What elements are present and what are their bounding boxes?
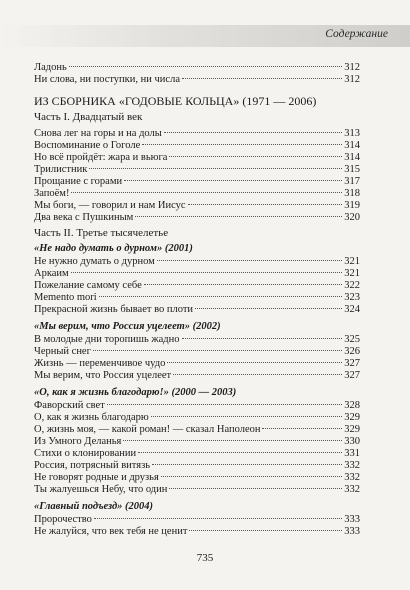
toc-entry-title: Пожелание самому себе bbox=[34, 280, 142, 291]
toc-entry-page: 332 bbox=[344, 460, 360, 471]
toc-entry-title: Ты жалуешься Небу, что один bbox=[34, 484, 168, 495]
toc-entry-title: О, как я жизнь благодарю bbox=[34, 412, 149, 423]
toc-entry bbox=[34, 436, 360, 448]
dot-leader bbox=[69, 66, 342, 67]
toc-entry-page: 321 bbox=[344, 256, 360, 267]
toc-entry bbox=[34, 128, 360, 140]
dot-leader bbox=[182, 338, 343, 339]
dot-leader bbox=[94, 518, 342, 519]
toc-entry bbox=[34, 268, 360, 280]
toc-entry-page: 318 bbox=[344, 188, 360, 199]
toc-entry-page: 313 bbox=[344, 128, 360, 139]
toc-entry-page: 312 bbox=[344, 62, 360, 73]
toc-entry-page: 325 bbox=[344, 334, 360, 345]
collection-title: «Мы верим, что Россия уцелеет» (2002) bbox=[34, 321, 221, 332]
toc-entry-title: Не жалуйся, что век тебя не ценит bbox=[34, 526, 188, 537]
toc-entry-title: О, жизнь моя, — какой роман! — сказал Наполеон bbox=[34, 424, 261, 435]
toc-entry bbox=[34, 164, 360, 176]
toc-entry-title: Трилистник bbox=[34, 164, 88, 175]
section-title: ИЗ СБОРНИКА «ГОДОВЫЕ КОЛЬЦА» (1971 — 2006) bbox=[34, 94, 317, 108]
dot-leader bbox=[71, 192, 342, 193]
dot-leader bbox=[135, 216, 342, 217]
toc-entry bbox=[34, 514, 360, 526]
part-1 bbox=[34, 110, 360, 224]
toc-entry bbox=[34, 280, 360, 292]
toc-entry-page: 327 bbox=[344, 358, 360, 369]
toc-entry-page: 317 bbox=[344, 176, 360, 187]
toc-entry bbox=[34, 400, 360, 412]
toc-entry bbox=[34, 334, 360, 346]
dot-leader bbox=[169, 156, 342, 157]
toc-entry-page: 328 bbox=[344, 400, 360, 411]
toc-entry bbox=[34, 358, 360, 370]
dot-leader bbox=[151, 416, 343, 417]
toc-entry-page: 327 bbox=[344, 370, 360, 381]
toc-entry-page: 332 bbox=[344, 472, 360, 483]
toc-entry-title: Снова лег на горы и на долы bbox=[34, 128, 162, 139]
toc-entry-title: Стихи о клонировании bbox=[34, 448, 137, 459]
toc-entry bbox=[34, 212, 360, 224]
dot-leader bbox=[142, 144, 342, 145]
dot-leader bbox=[169, 488, 342, 489]
toc-entry-title: Не говорят родные и друзья bbox=[34, 472, 159, 483]
dot-leader bbox=[167, 362, 342, 363]
toc-entry-page: 323 bbox=[344, 292, 360, 303]
part-title: Часть II. Третье тысячелетье bbox=[34, 227, 169, 239]
toc-entry bbox=[34, 460, 360, 472]
toc-entry-title: Из Умного Деланья bbox=[34, 436, 122, 447]
toc-entry-page: 319 bbox=[344, 200, 360, 211]
dot-leader bbox=[182, 78, 342, 79]
collection-title: «Не надо думать о дурном» (2001) bbox=[34, 243, 193, 254]
part-title: Часть I. Двадцатый век bbox=[34, 111, 143, 123]
toc-entry-title: Прощание с горами bbox=[34, 176, 123, 187]
toc-entry-page: 333 bbox=[344, 514, 360, 525]
toc-entry-title: Прекрасной жизнь бывает во плоти bbox=[34, 304, 194, 315]
dot-leader bbox=[164, 132, 342, 133]
toc-entry-page: 312 bbox=[344, 74, 360, 85]
dot-leader bbox=[93, 350, 342, 351]
dot-leader bbox=[157, 260, 342, 261]
dot-leader bbox=[123, 440, 342, 441]
toc-entry-page: 332 bbox=[344, 484, 360, 495]
toc-entry bbox=[34, 424, 360, 436]
dot-leader bbox=[161, 476, 342, 477]
page-number: 735 bbox=[196, 552, 214, 564]
toc-entry-title: Два века с Пушкиным bbox=[34, 212, 134, 223]
dot-leader bbox=[99, 296, 343, 297]
toc-entry-title: Воспоминание о Гоголе bbox=[34, 140, 141, 151]
toc-entry-title: Черный снег bbox=[34, 346, 91, 357]
toc-entry-title: Фаворский свет bbox=[34, 400, 105, 411]
dot-leader bbox=[124, 180, 342, 181]
toc-entry-title: Запоём! bbox=[34, 188, 70, 199]
toc-entry-page: 329 bbox=[344, 412, 360, 423]
toc-entry-page: 331 bbox=[344, 448, 360, 459]
dot-leader bbox=[188, 204, 343, 205]
toc-entry bbox=[34, 346, 360, 358]
toc-entry-title: Жизнь — переменчивое чудо bbox=[34, 358, 166, 369]
toc-entry bbox=[34, 526, 360, 538]
toc-entry bbox=[34, 304, 360, 316]
toc-entry-page: 326 bbox=[344, 346, 360, 357]
toc-entry bbox=[34, 74, 360, 86]
toc-entry bbox=[34, 176, 360, 188]
dot-leader bbox=[71, 272, 343, 273]
toc-entry-page: 329 bbox=[344, 424, 360, 435]
dot-leader bbox=[138, 452, 342, 453]
toc-entry-title: Но всё пройдёт: жара и вьюга bbox=[34, 152, 168, 163]
toc-entry-title: Ладонь bbox=[34, 62, 67, 73]
toc-entry bbox=[34, 412, 360, 424]
toc-entry bbox=[34, 370, 360, 382]
toc-entry-page: 321 bbox=[344, 268, 360, 279]
toc-entry-page: 320 bbox=[344, 212, 360, 223]
dot-leader bbox=[152, 464, 342, 465]
toc-entry-title: Аркаим bbox=[34, 268, 69, 279]
toc-entry bbox=[34, 188, 360, 200]
running-header-title: Содержание bbox=[325, 28, 388, 40]
collection-title: «Главный подъезд» (2004) bbox=[34, 501, 154, 512]
toc-entry-title: Мы боги, — говорил и нам Иисус bbox=[34, 200, 186, 211]
part-2 bbox=[34, 226, 360, 538]
toc-entry-title: Россия, потрясный витязь bbox=[34, 460, 151, 471]
toc-entry bbox=[34, 448, 360, 460]
toc-entry bbox=[34, 152, 360, 164]
toc-entry-page: 330 bbox=[344, 436, 360, 447]
toc-entry-title: Пророчество bbox=[34, 514, 92, 525]
toc-entry bbox=[34, 484, 360, 496]
dot-leader bbox=[195, 308, 342, 309]
toc-entry-title: Не нужно думать о дурном bbox=[34, 256, 155, 267]
dot-leader bbox=[173, 374, 342, 375]
toc-entry bbox=[34, 292, 360, 304]
toc-entry bbox=[34, 200, 360, 212]
collection-title: «О, как я жизнь благодарю!» (2000 — 2003) bbox=[34, 387, 237, 398]
dot-leader bbox=[189, 530, 342, 531]
toc-entry-page: 314 bbox=[344, 152, 360, 163]
toc-entry-page: 333 bbox=[344, 526, 360, 537]
toc-entry-title: Ни слова, ни поступки, ни числа bbox=[34, 74, 180, 85]
toc-entry bbox=[34, 140, 360, 152]
toc-entry-page: 322 bbox=[344, 280, 360, 291]
toc-entry-title: Memento mori bbox=[34, 292, 97, 303]
toc-entry bbox=[34, 256, 360, 268]
toc-entry bbox=[34, 472, 360, 484]
dot-leader bbox=[107, 404, 342, 405]
dot-leader bbox=[89, 168, 342, 169]
dot-leader bbox=[144, 284, 343, 285]
dot-leader bbox=[262, 428, 342, 429]
toc-entry-title: Мы верим, что Россия уцелеет bbox=[34, 370, 172, 381]
toc-entry-page: 324 bbox=[344, 304, 360, 315]
toc-entry-title: В молодые дни торопишь жадно bbox=[34, 334, 180, 345]
toc-entry-page: 315 bbox=[344, 164, 360, 175]
toc-entry bbox=[34, 62, 360, 74]
toc-entry-page: 314 bbox=[344, 140, 360, 151]
toc-top-entries bbox=[34, 62, 360, 86]
